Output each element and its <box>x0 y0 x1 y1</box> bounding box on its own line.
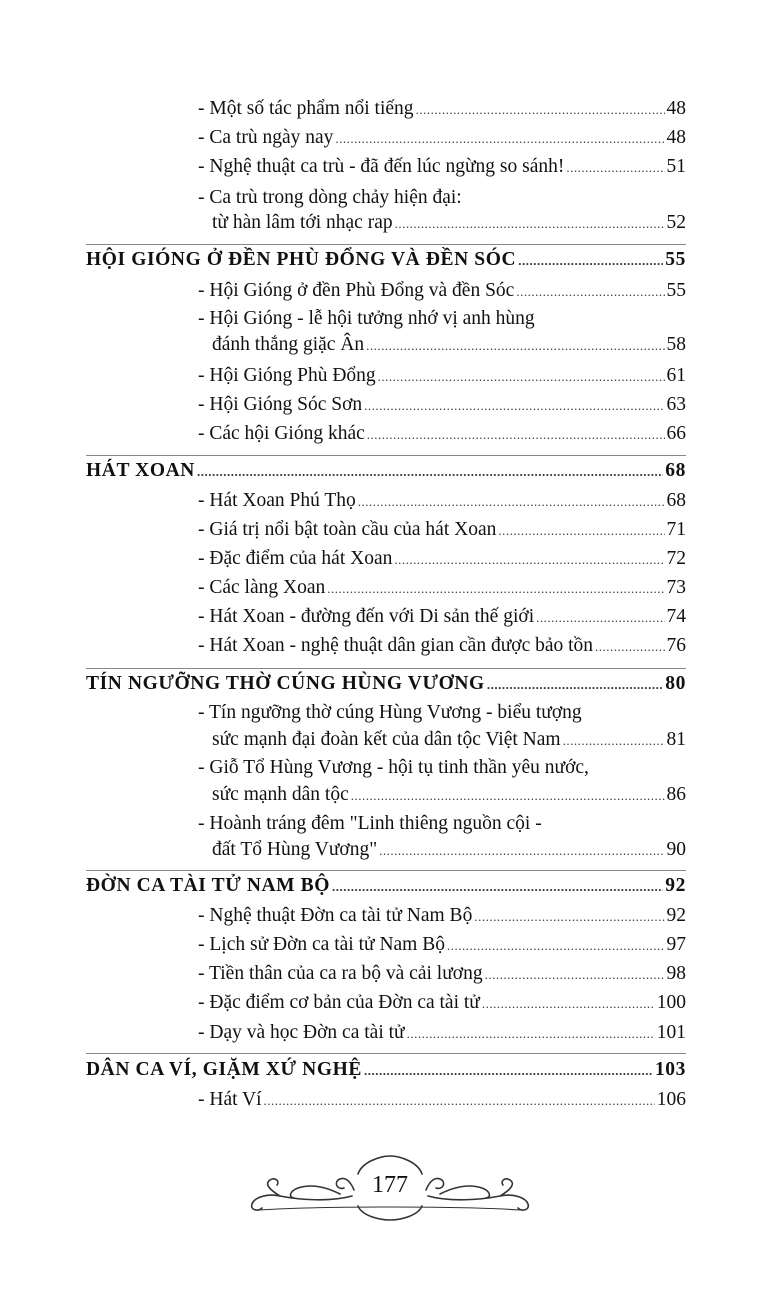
toc-section <box>86 874 686 899</box>
dot-leader <box>482 992 655 1016</box>
dot-leader <box>332 875 663 899</box>
toc-entry-page: 66 <box>666 423 686 444</box>
toc-entry-page: 100 <box>656 992 686 1013</box>
toc-entry-title: - Nghệ thuật ca trù - đã đến lúc ngừng so sánh! <box>198 156 565 177</box>
toc-entry-title: - Tiền thân của ca ra bộ và cải lương <box>198 963 483 984</box>
dot-leader <box>516 280 664 304</box>
toc-entry-page: 73 <box>666 577 686 598</box>
toc-entry-title: - Giá trị nổi bật toàn cầu của hát Xoan <box>198 519 497 540</box>
dot-leader <box>394 548 664 572</box>
toc-section-title: HÁT XOAN <box>86 460 195 481</box>
toc-entry <box>198 126 686 151</box>
dot-leader <box>416 98 665 122</box>
dot-leader <box>407 1022 655 1046</box>
toc-entry <box>198 547 686 572</box>
toc-entry-title: - Hát Xoan - đường đến với Di sản thế giới <box>198 606 535 627</box>
toc-entry-title: đất Tổ Hùng Vương" <box>212 839 378 860</box>
dot-leader <box>563 729 665 753</box>
toc-entry-page: 101 <box>656 1022 686 1043</box>
toc-entry <box>198 904 686 929</box>
toc-entry-page: 52 <box>666 212 686 233</box>
toc-entry <box>212 728 686 753</box>
dot-leader <box>518 249 663 273</box>
toc-entry-title: - Đặc điểm cơ bản của Đờn ca tài tử <box>198 992 480 1013</box>
toc-entry-page: 58 <box>666 334 686 355</box>
toc-section-title: TÍN NGƯỠNG THỜ CÚNG HÙNG VƯƠNG <box>86 673 485 694</box>
toc-entry <box>198 1021 686 1046</box>
toc-entry-page: 106 <box>656 1089 686 1110</box>
toc-entry-page: 97 <box>666 934 686 955</box>
dot-leader <box>351 784 665 808</box>
dot-leader <box>487 673 663 697</box>
toc-entry <box>212 783 686 808</box>
dot-leader <box>566 156 664 180</box>
toc-entry-title: sức mạnh dân tộc <box>212 784 349 805</box>
toc-entry-first-line: - Tín ngưỡng thờ cúng Hùng Vương - biểu tượng <box>198 702 582 723</box>
dot-leader <box>358 490 665 514</box>
section-divider <box>86 1053 686 1054</box>
toc-entry <box>198 1088 686 1113</box>
toc-entry <box>198 97 686 122</box>
toc-entry-page: 63 <box>666 394 686 415</box>
toc-entry <box>198 489 686 514</box>
toc-entry-page: 48 <box>666 127 686 148</box>
toc-entry-title: - Lịch sử Đờn ca tài tử Nam Bộ <box>198 934 445 955</box>
toc-entry <box>198 576 686 601</box>
section-divider <box>86 455 686 456</box>
toc-entry <box>198 518 686 543</box>
toc-entry-title: - Nghệ thuật Đờn ca tài tử Nam Bộ <box>198 905 473 926</box>
dot-leader <box>379 839 664 863</box>
page-footer <box>240 1150 540 1230</box>
dot-leader <box>197 460 663 484</box>
toc-entry <box>198 422 686 447</box>
toc-entry-title: - Các hội Gióng khác <box>198 423 365 444</box>
toc-entry-page: 76 <box>666 635 686 656</box>
toc-entry-title: từ hàn lâm tới nhạc rap <box>212 212 393 233</box>
toc-entry-title: - Ca trù ngày nay <box>198 127 334 148</box>
toc-entry-page: 72 <box>666 548 686 569</box>
toc-section-page: 80 <box>665 673 686 694</box>
page-number: 177 <box>372 1172 408 1198</box>
toc-entry-page: 81 <box>666 729 686 750</box>
dot-leader <box>536 606 664 630</box>
dot-leader <box>335 127 664 151</box>
toc-section <box>86 459 686 484</box>
dot-leader <box>485 963 665 987</box>
toc-section-title: ĐỜN CA TÀI TỬ NAM BỘ <box>86 875 331 896</box>
toc-entry-page: 92 <box>666 905 686 926</box>
toc-entry-page: 71 <box>666 519 686 540</box>
toc-entry-title: - Hát Ví <box>198 1089 262 1110</box>
toc-entry <box>212 333 686 358</box>
dot-leader <box>364 1059 653 1083</box>
dot-leader <box>498 519 664 543</box>
toc-entry-title: - Hội Gióng ở đền Phù Đổng và đền Sóc <box>198 280 515 301</box>
toc-section-page: 103 <box>654 1059 686 1080</box>
toc-section-title: DÂN CA VÍ, GIẶM XỨ NGHỆ <box>86 1059 362 1080</box>
toc-entry <box>198 634 686 659</box>
toc-entry-title: - Các làng Xoan <box>198 577 326 598</box>
toc-entry-title: - Hội Gióng Phù Đổng <box>198 365 376 386</box>
toc-section-title: HỘI GIÓNG Ở ĐỀN PHÙ ĐỔNG VÀ ĐỀN SÓC <box>86 249 517 270</box>
toc-entry-first-line: - Ca trù trong dòng chảy hiện đại: <box>198 187 462 208</box>
dot-leader <box>327 577 664 601</box>
toc-entry-page: 48 <box>666 98 686 119</box>
toc-entry-page: 86 <box>666 784 686 805</box>
toc-entry-title: - Hát Xoan Phú Thọ <box>198 490 356 511</box>
toc-entry-title: - Một số tác phẩm nổi tiếng <box>198 98 414 119</box>
dot-leader <box>474 905 664 929</box>
toc-entry <box>198 279 686 304</box>
toc-entry <box>198 933 686 958</box>
toc-entry-page: 51 <box>666 156 686 177</box>
dot-leader <box>366 334 664 358</box>
dot-leader <box>395 212 665 236</box>
toc-entry-page: 55 <box>666 280 686 301</box>
toc-entry <box>212 211 686 236</box>
dot-leader <box>367 423 665 447</box>
toc-entry-title: - Hội Gióng Sóc Sơn <box>198 394 363 415</box>
dot-leader <box>264 1089 655 1113</box>
toc-section <box>86 672 686 697</box>
section-divider <box>86 668 686 669</box>
toc-entry <box>198 393 686 418</box>
dot-leader <box>447 934 665 958</box>
toc-entry-page: 61 <box>666 365 686 386</box>
toc-entry <box>198 364 686 389</box>
toc-entry-title: - Hát Xoan - nghệ thuật dân gian cần được bảo tồn <box>198 635 594 656</box>
toc-entry <box>198 962 686 987</box>
toc-section-page: 92 <box>665 875 686 896</box>
toc-entry-title: - Đặc điểm của hát Xoan <box>198 548 393 569</box>
toc-entry-page: 68 <box>666 490 686 511</box>
toc-entry <box>198 155 686 180</box>
dot-leader <box>595 635 664 659</box>
toc-section <box>86 1058 686 1083</box>
toc-entry <box>198 605 686 630</box>
toc-section-page: 68 <box>665 460 686 481</box>
toc-entry-page: 90 <box>666 839 686 860</box>
toc-entry <box>212 838 686 863</box>
toc-entry-page: 74 <box>666 606 686 627</box>
dot-leader <box>364 394 664 418</box>
toc-entry-title: đánh thắng giặc Ân <box>212 334 365 355</box>
toc-entry-first-line: - Hội Gióng - lễ hội tưởng nhớ vị anh hùng <box>198 308 535 329</box>
dot-leader <box>378 365 665 389</box>
toc-entry-title: - Dạy và học Đờn ca tài tử <box>198 1022 405 1043</box>
section-divider <box>86 244 686 245</box>
toc-entry <box>198 991 686 1016</box>
section-divider <box>86 870 686 871</box>
toc-entry-first-line: - Giỗ Tổ Hùng Vương - hội tụ tinh thần yêu nước, <box>198 757 589 778</box>
toc-entry-first-line: - Hoành tráng đêm "Linh thiêng nguồn cội - <box>198 813 542 834</box>
toc-section <box>86 248 686 273</box>
toc-entry-page: 98 <box>666 963 686 984</box>
toc-entry-title: sức mạnh đại đoàn kết của dân tộc Việt Nam <box>212 729 561 750</box>
toc-section-page: 55 <box>665 249 686 270</box>
